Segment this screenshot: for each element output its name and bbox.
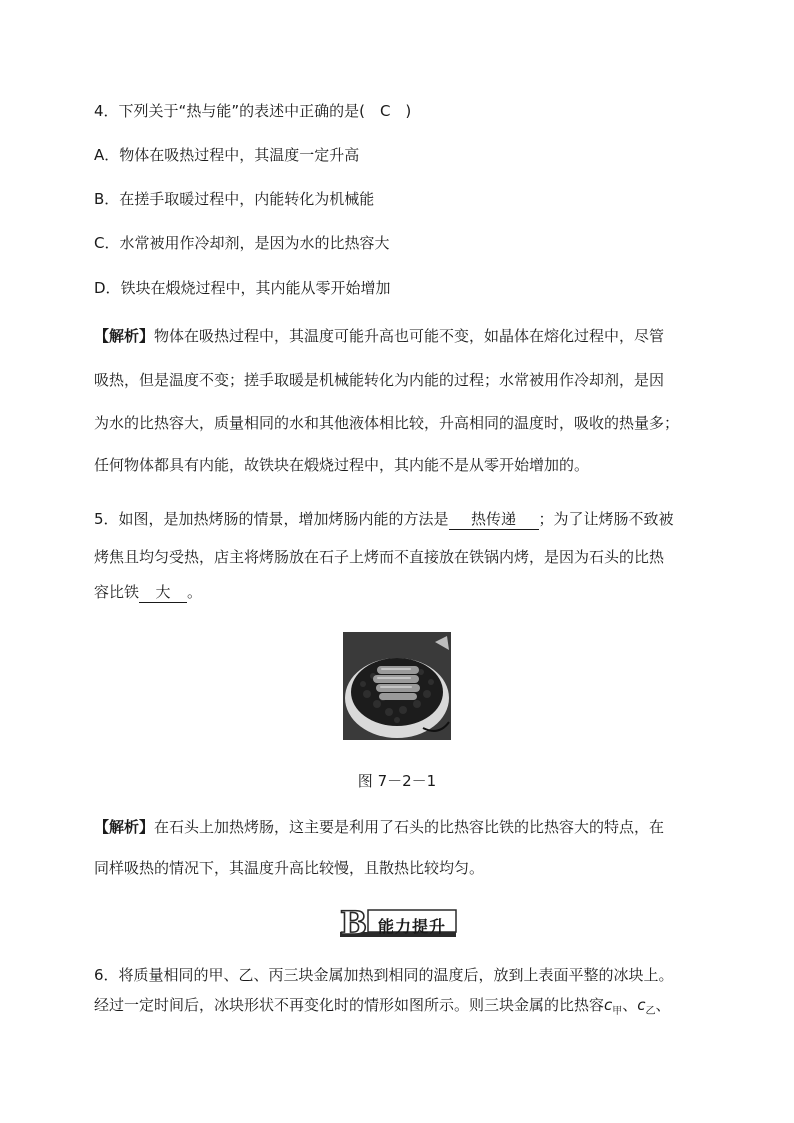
figure-caption: 图 7－2－1 bbox=[357, 772, 437, 790]
var-subscript: 甲 bbox=[612, 1006, 623, 1017]
q6-line-2 bbox=[94, 995, 671, 1022]
q5-analysis-line-2: 同样吸热的情况下，其温度升高比较慢，且散热比较均匀。 bbox=[94, 859, 485, 877]
var-c: c bbox=[637, 996, 646, 1014]
analysis-text: 物体在吸热过程中，其温度可能升高也可能不变，如晶体在熔化过程中，尽管 bbox=[154, 327, 665, 345]
q5-text: 容比铁 bbox=[94, 583, 140, 601]
q4-stem: 4．下列关于“热与能”的表述中正确的是( C ) bbox=[94, 102, 412, 120]
q4-option-b: B．在搓手取暖过程中，内能转化为机械能 bbox=[94, 190, 375, 208]
separator: 、 bbox=[622, 996, 638, 1014]
q5-line-1 bbox=[94, 509, 674, 530]
section-title: 能力提升 bbox=[378, 917, 447, 936]
q5-text: 。 bbox=[187, 583, 203, 601]
q4-option-a: A．物体在吸热过程中，其温度一定升高 bbox=[94, 146, 360, 164]
q4-analysis-line-2: 吸热，但是温度不变；搓手取暖是机械能转化为内能的过程；水常被用作冷却剂，是因 bbox=[94, 371, 665, 389]
q6-line-1: 6．将质量相同的甲、乙、丙三块金属加热到相同的温度后，放到上表面平整的冰块上。 bbox=[94, 966, 674, 984]
q4-analysis-line-3: 为水的比热容大，质量相同的水和其他液体相比较，升高相同的温度时，吸收的热量多； bbox=[94, 414, 680, 432]
q4-option-c: C．水常被用作冷却剂，是因为水的比热容大 bbox=[94, 234, 390, 252]
q5-line-3 bbox=[94, 582, 202, 603]
analysis-tag: 【解析】 bbox=[94, 818, 155, 836]
q5-analysis-line-1 bbox=[94, 817, 664, 837]
figure-photo bbox=[343, 632, 451, 740]
q5-text: 5．如图，是加热烤肠的情景，增加烤肠内能的方法是 bbox=[94, 510, 449, 528]
q4-analysis-line-1 bbox=[94, 326, 664, 346]
section-letter: B bbox=[340, 908, 368, 940]
q6-text: 经过一定时间后，冰块形状不再变化时的情形如图所示。则三块金属的比热容 bbox=[94, 996, 605, 1014]
q4-option-d: D．铁块在煅烧过程中，其内能从零开始增加 bbox=[94, 279, 391, 297]
analysis-text: 在石头上加热烤肠，这主要是利用了石头的比热容比铁的比热容大的特点，在 bbox=[154, 818, 665, 836]
separator: 、 bbox=[655, 996, 671, 1014]
var-subscript: 乙 bbox=[645, 1006, 656, 1017]
analysis-tag: 【解析】 bbox=[94, 327, 155, 345]
sausage-photo-illustration bbox=[343, 632, 451, 740]
q5-line-2: 烤焦且均匀受热，店主将烤肠放在石子上烤而不直接放在铁锅内烤，是因为石头的比热 bbox=[94, 548, 665, 566]
answer-blank-2: 大 bbox=[139, 582, 187, 603]
section-banner bbox=[338, 908, 458, 940]
q5-text: ；为了让烤肠不致被 bbox=[538, 510, 674, 528]
var-c: c bbox=[604, 996, 613, 1014]
answer-blank-1: 热传递 bbox=[449, 509, 539, 530]
q4-analysis-line-4: 任何物体都具有内能，故铁块在煅烧过程中，其内能不是从零开始增加的。 bbox=[94, 456, 590, 474]
